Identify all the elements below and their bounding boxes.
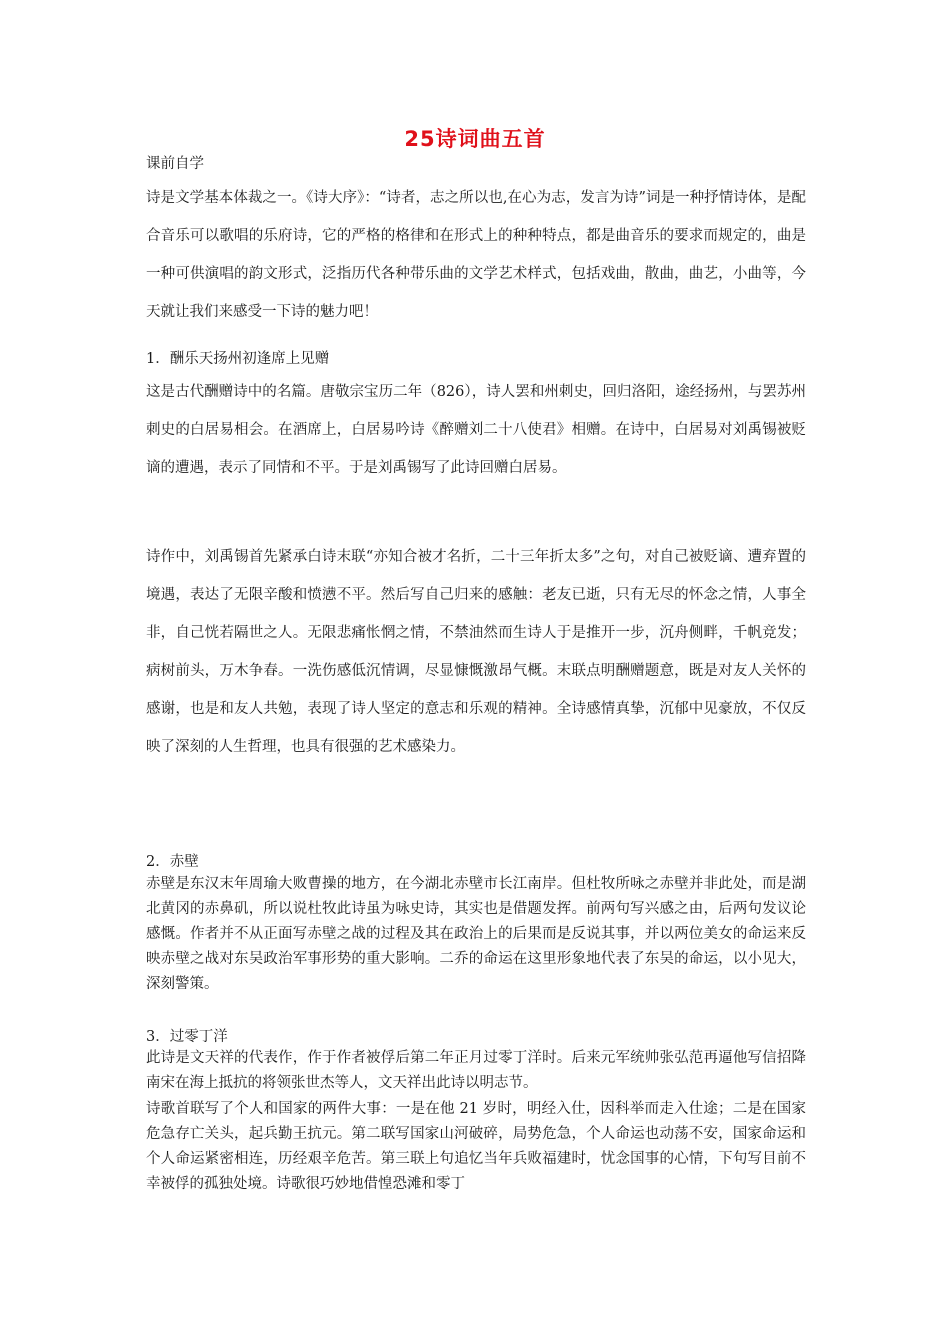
section-1-heading: 1．酬乐天扬州初逢席上见赠 (146, 351, 330, 367)
intro-paragraph: 诗是文学基本体裁之一。《诗大序》：“诗者，志之所以也,在心为志，发言为诗”词是一种抒情诗体，是配合音乐可以歌唱的乐府诗，它的严格的格律和在形式上的种种特点，都是曲音乐的要求而规定的，曲是一种可供演唱的韵文形式，泛指历代各种带乐曲的文学艺术样式，包括戏曲，散曲，曲艺，小曲等，今天就让我们来感受一下诗的魅力吧！ (146, 190, 806, 320)
section-2-paragraph-1: 赤壁是东汉末年周瑜大败曹操的地方，在今湖北赤壁市长江南岸。但杜牧所咏之赤壁并非此处，而是湖北黄冈的赤鼻矶，所以说杜牧此诗虽为咏史诗，其实也是借题发挥。前两句写兴感之由，后两句发议论感慨。作者并不从正面写赤壁之战的过程及其在政治上的后果而是反说其事，并以两位美女的命运来反映赤壁之战对东吴政治军事形势的重大影响。二乔的命运在这里形象地代表了东吴的命运，以小见大，深刻警策。 (146, 876, 806, 992)
intro-heading: 课前自学 (146, 156, 204, 172)
page-title: 25诗词曲五首 (404, 127, 546, 151)
section-1-paragraph-2: 诗作中，刘禹锡首先紧承白诗末联“亦知合被才名折，二十三年折太多”之句，对自己被贬谪、遭弃置的境遇，表达了无限辛酸和愤懑不平。然后写自己归来的感触：老友已逝，只有无尽的怀念之情，人事全非，自己恍若隔世之人。无限悲痛怅惘之情，不禁油然而生诗人于是推开一步，沉舟侧畔，千帆竞发；病树前头，万木争春。一洗伤感低沉情调，尽显慷慨激昂气概。末联点明酬赠题意，既是对友人关怀的感谢，也是和友人共勉，表现了诗人坚定的意志和乐观的精神。全诗感情真挚，沉郁中见豪放，不仅反映了深刻的人生哲理，也具有很强的艺术感染力。 (146, 549, 806, 755)
section-1-paragraph-1: 这是古代酬赠诗中的名篇。唐敬宗宝历二年（826），诗人罢和州刺史，回归洛阳，途经扬州，与罢苏州刺史的白居易相会。在酒席上，白居易吟诗《醉赠刘二十八使君》相赠。在诗中，白居易对刘禹锡被贬谪的遭遇，表示了同情和不平。于是刘禹锡写了此诗回赠白居易。 (146, 384, 806, 476)
section-3-paragraph-2: 诗歌首联写了个人和国家的两件大事：一是在他 21 岁时，明经入仕，因科举而走入仕途；二是在国家危急存亡关头，起兵勤王抗元。第二联写国家山河破碎，局势危急，个人命运也动荡不安，国家命运和个人命运紧密相连，历经艰辛危苦。第三联上句追忆当年兵败福建时，忧念国事的心情，下句写目前不幸被俘的孤独处境。诗歌很巧妙地借惶恐滩和零丁 (146, 1101, 806, 1192)
section-3-paragraph-1: 此诗是文天祥的代表作，作于作者被俘后第二年正月过零丁洋时。后来元军统帅张弘范再逼他写信招降南宋在海上抵抗的将领张世杰等人，文天祥出此诗以明志节。 (146, 1050, 806, 1091)
section-2-heading: 2．赤壁 (146, 854, 199, 870)
section-3-heading: 3．过零丁洋 (146, 1029, 228, 1045)
